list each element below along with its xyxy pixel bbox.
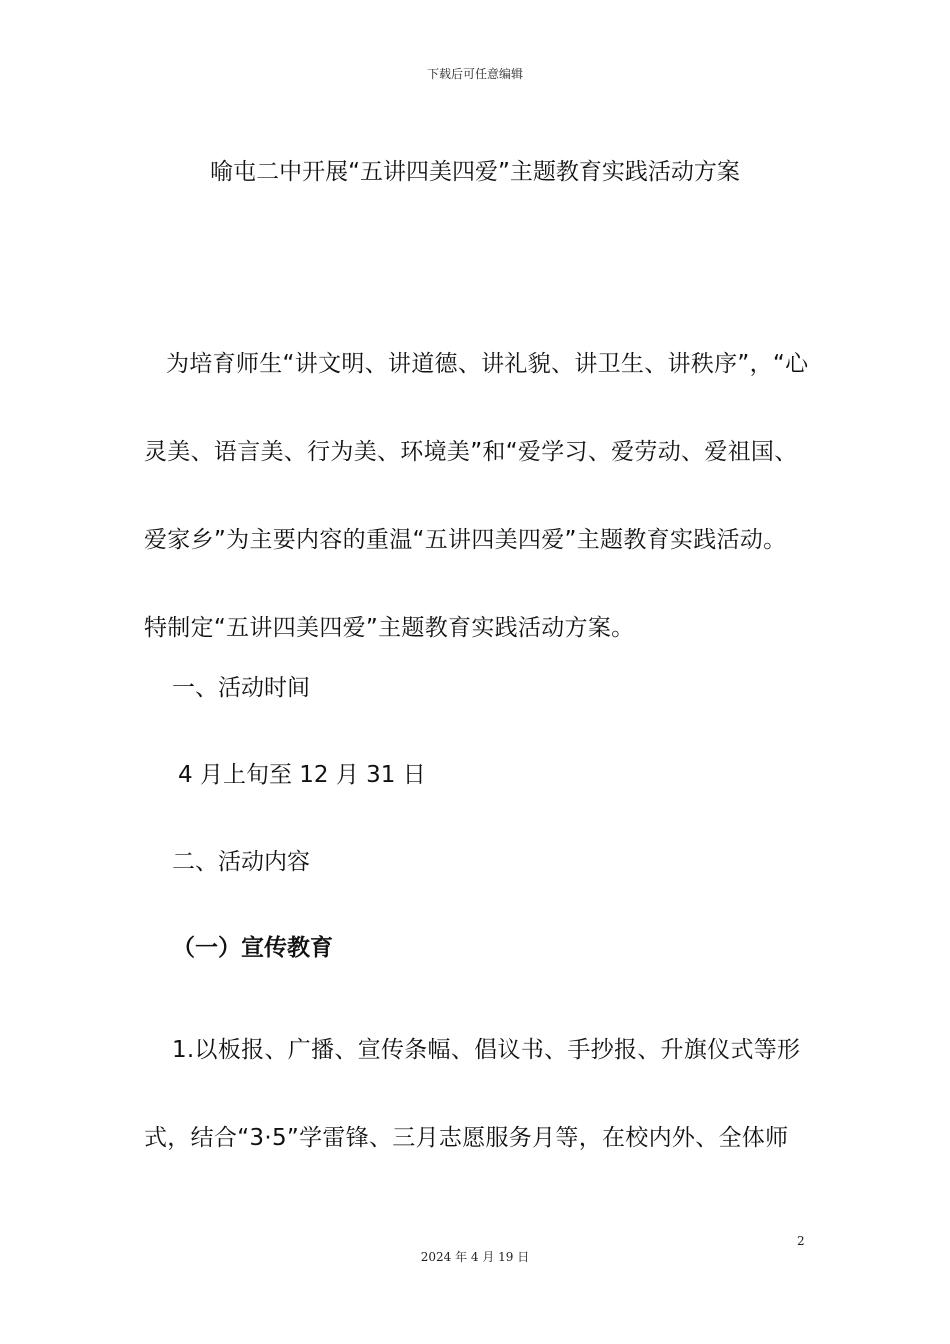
- section-heading-activity-content: 二、活动内容: [172, 849, 310, 875]
- activity-time-range: 4 月上旬至 12 月 31 日: [178, 762, 426, 788]
- footer-date: 2024 年 4 月 19 日: [420, 1250, 530, 1264]
- subsection-heading-publicity-education: （一）宣传教育: [172, 935, 333, 961]
- intro-paragraph: 为培育师生“讲文明、讲道德、讲礼貌、讲卫生、讲秩序”，“心灵美、语言美、行为美、环境美”和“爱学习、爱劳动、爱祖国、爱家乡”为主要内容的重温“五讲四美四爱”主题教育实践活动。特制定“五讲四美四爱”主题教育实践活动方案。: [144, 351, 809, 641]
- item-paragraph-1: 1.以板报、广播、宣传条幅、倡议书、手抄报、升旗仪式等形式，结合“3·5”学雷锋、三月志愿服务月等，在校内外、全体师: [144, 1037, 801, 1151]
- header-note: 下载后可任意编辑: [426, 67, 523, 81]
- section-heading-activity-time: 一、活动时间: [172, 675, 310, 701]
- page-number: 2: [797, 1234, 805, 1248]
- document-title: 喻屯二中开展“五讲四美四爱”主题教育实践活动方案: [210, 159, 740, 185]
